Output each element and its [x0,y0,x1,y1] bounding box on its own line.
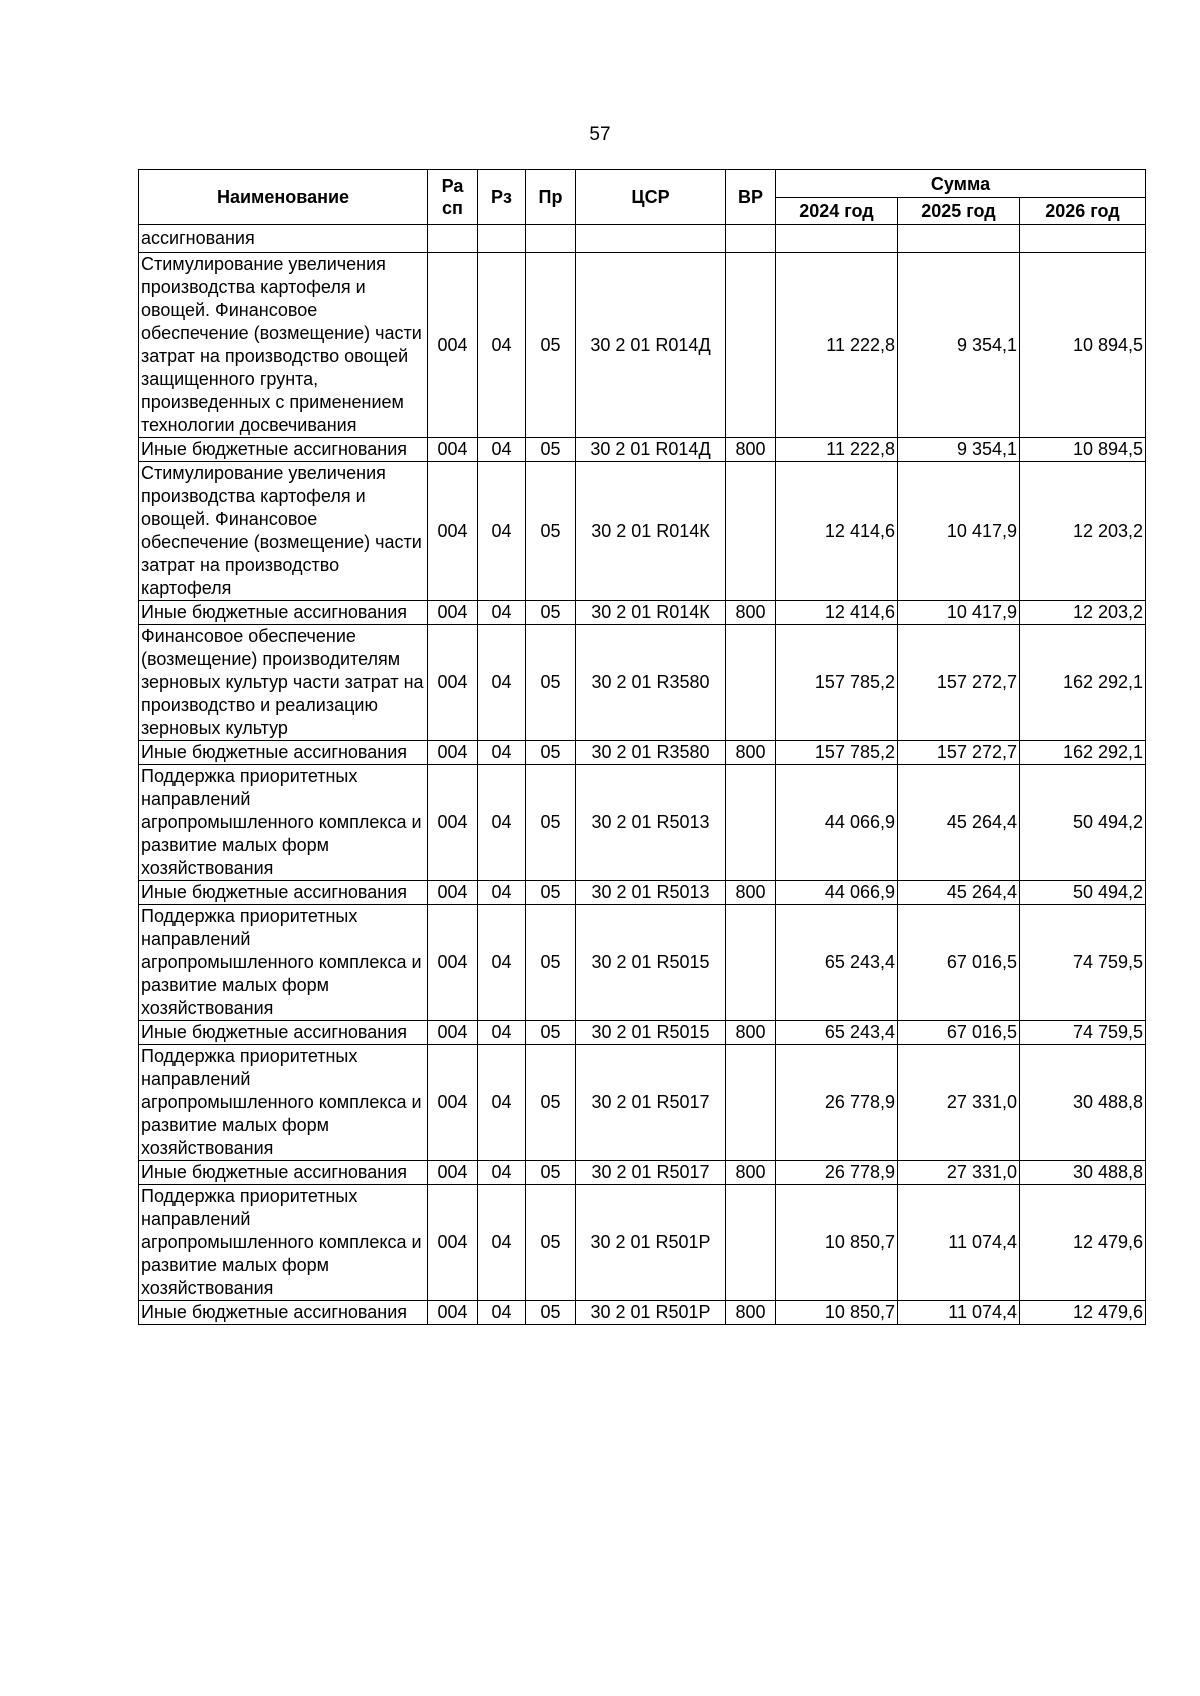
row-2024: 10 850,7 [776,1301,898,1325]
row-2024: 26 778,9 [776,1045,898,1161]
row-name: Иные бюджетные ассигнования [139,1161,428,1185]
row-pr: 05 [526,253,576,438]
row-csr: 30 2 01 R5015 [576,905,726,1021]
row-rz: 04 [478,1045,526,1161]
table-row [139,1021,1146,1045]
row-2025: 67 016,5 [898,905,1020,1021]
row-2025: 157 272,7 [898,625,1020,741]
row-2025: 9 354,1 [898,253,1020,438]
row-vr: 800 [726,601,776,625]
row-rasp: 004 [428,1301,478,1325]
row-rasp: 004 [428,253,478,438]
row-2025: 9 354,1 [898,438,1020,462]
table-row [139,1301,1146,1325]
row-rasp: 004 [428,1045,478,1161]
row-csr: 30 2 01 R3580 [576,741,726,765]
table-row [139,253,1146,438]
row-2024: 44 066,9 [776,765,898,881]
row-vr [726,225,776,253]
row-vr [726,905,776,1021]
row-rasp: 004 [428,881,478,905]
table-body [139,225,1146,1325]
table-row [139,601,1146,625]
row-pr: 05 [526,1045,576,1161]
row-vr: 800 [726,1161,776,1185]
row-vr: 800 [726,1301,776,1325]
row-csr: 30 2 01 R501Р [576,1185,726,1301]
row-vr: 800 [726,1021,776,1045]
header-csr: ЦСР [576,170,726,225]
row-2026: 10 894,5 [1020,253,1146,438]
row-rz: 04 [478,765,526,881]
table-row [139,462,1146,601]
row-2026: 12 479,6 [1020,1301,1146,1325]
row-name: Иные бюджетные ассигнования [139,601,428,625]
row-pr: 05 [526,1301,576,1325]
row-name: Стимулирование увеличения производства картофеля и овощей. Финансовое обеспечение (возмещение) части затрат на производство картофеля [139,462,428,601]
row-rz [478,225,526,253]
row-vr [726,1185,776,1301]
row-rz: 04 [478,1161,526,1185]
row-2026: 12 203,2 [1020,601,1146,625]
row-2024: 157 785,2 [776,741,898,765]
row-rz: 04 [478,905,526,1021]
row-vr [726,462,776,601]
row-vr: 800 [726,881,776,905]
row-csr: 30 2 01 R5013 [576,765,726,881]
row-vr: 800 [726,438,776,462]
row-name: Поддержка приоритетных направлений агропромышленного комплекса и развитие малых форм хозяйствования [139,1045,428,1161]
row-2026: 30 488,8 [1020,1161,1146,1185]
row-name: Поддержка приоритетных направлений агропромышленного комплекса и развитие малых форм хозяйствования [139,765,428,881]
row-2025 [898,225,1020,253]
continuation-row [139,225,1146,253]
table-row [139,438,1146,462]
row-rz: 04 [478,881,526,905]
row-2025: 27 331,0 [898,1161,1020,1185]
table-row [139,881,1146,905]
row-csr: 30 2 01 R5015 [576,1021,726,1045]
row-rasp: 004 [428,1021,478,1045]
header-name: Наименование [139,170,428,225]
row-rasp: 004 [428,765,478,881]
row-vr: 800 [726,741,776,765]
header-vr: ВР [726,170,776,225]
row-pr: 05 [526,881,576,905]
row-rz: 04 [478,253,526,438]
row-2024: 12 414,6 [776,601,898,625]
row-rasp: 004 [428,438,478,462]
row-name: Иные бюджетные ассигнования [139,741,428,765]
row-2026: 74 759,5 [1020,1021,1146,1045]
row-name: Стимулирование увеличения производства картофеля и овощей. Финансовое обеспечение (возмещение) части затрат на производство овощей защищенного грунта, произведенных с применением технологии досвечивания [139,253,428,438]
row-rasp: 004 [428,462,478,601]
row-2025: 45 264,4 [898,881,1020,905]
row-pr: 05 [526,1185,576,1301]
table-row [139,1045,1146,1161]
row-name: ассигнования [139,225,428,253]
row-2025: 67 016,5 [898,1021,1020,1045]
table-row [139,1185,1146,1301]
row-2025: 45 264,4 [898,765,1020,881]
row-2026: 30 488,8 [1020,1045,1146,1161]
table-row [139,765,1146,881]
row-pr: 05 [526,905,576,1021]
row-vr [726,1045,776,1161]
row-pr: 05 [526,765,576,881]
row-name: Финансовое обеспечение (возмещение) производителям зерновых культур части затрат на производство и реализацию зерновых культур [139,625,428,741]
header-rz: Рз [478,170,526,225]
row-2025: 10 417,9 [898,462,1020,601]
row-rz: 04 [478,1185,526,1301]
row-name: Иные бюджетные ассигнования [139,438,428,462]
row-2025: 10 417,9 [898,601,1020,625]
row-name: Поддержка приоритетных направлений агропромышленного комплекса и развитие малых форм хозяйствования [139,1185,428,1301]
row-rz: 04 [478,1301,526,1325]
row-rasp: 004 [428,1185,478,1301]
row-2024: 65 243,4 [776,905,898,1021]
header-year-2024: 2024 год [776,198,898,225]
header-rasp-line1: Ра [441,176,464,196]
row-csr: 30 2 01 R014К [576,601,726,625]
row-2024: 65 243,4 [776,1021,898,1045]
row-csr: 30 2 01 R501Р [576,1301,726,1325]
row-rasp: 004 [428,625,478,741]
row-2025: 157 272,7 [898,741,1020,765]
row-name: Поддержка приоритетных направлений агропромышленного комплекса и развитие малых форм хозяйствования [139,905,428,1021]
row-pr [526,225,576,253]
table-header [139,170,1146,225]
row-2025: 11 074,4 [898,1301,1020,1325]
row-csr [576,225,726,253]
row-2025: 11 074,4 [898,1185,1020,1301]
row-name: Иные бюджетные ассигнования [139,1021,428,1045]
row-2024 [776,225,898,253]
row-rz: 04 [478,741,526,765]
table-row [139,1161,1146,1185]
row-2024: 11 222,8 [776,438,898,462]
row-pr: 05 [526,741,576,765]
row-2026: 50 494,2 [1020,881,1146,905]
row-rasp: 004 [428,905,478,1021]
row-2024: 44 066,9 [776,881,898,905]
row-2026: 12 203,2 [1020,462,1146,601]
row-csr: 30 2 01 R3580 [576,625,726,741]
row-2026: 10 894,5 [1020,438,1146,462]
row-vr [726,765,776,881]
row-rasp: 004 [428,601,478,625]
header-sum: Сумма [776,170,1146,198]
row-vr [726,253,776,438]
row-2024: 10 850,7 [776,1185,898,1301]
header-rasp-line2: сп [442,198,463,218]
row-2025: 27 331,0 [898,1045,1020,1161]
header-year-2025: 2025 год [898,198,1020,225]
row-pr: 05 [526,1021,576,1045]
row-name: Иные бюджетные ассигнования [139,1301,428,1325]
row-2026 [1020,225,1146,253]
row-csr: 30 2 01 R5013 [576,881,726,905]
row-pr: 05 [526,1161,576,1185]
row-pr: 05 [526,462,576,601]
header-pr: Пр [526,170,576,225]
row-csr: 30 2 01 R5017 [576,1161,726,1185]
row-2026: 162 292,1 [1020,741,1146,765]
row-2024: 157 785,2 [776,625,898,741]
row-vr [726,625,776,741]
row-2024: 11 222,8 [776,253,898,438]
row-2026: 162 292,1 [1020,625,1146,741]
row-name: Иные бюджетные ассигнования [139,881,428,905]
row-2026: 12 479,6 [1020,1185,1146,1301]
row-rz: 04 [478,601,526,625]
row-rz: 04 [478,438,526,462]
row-csr: 30 2 01 R014Д [576,438,726,462]
row-csr: 30 2 01 R014Д [576,253,726,438]
row-rasp: 004 [428,741,478,765]
row-rz: 04 [478,462,526,601]
header-rasp [428,170,478,225]
row-pr: 05 [526,625,576,741]
table-row [139,905,1146,1021]
row-rasp [428,225,478,253]
table-row [139,625,1146,741]
row-2024: 12 414,6 [776,462,898,601]
row-csr: 30 2 01 R5017 [576,1045,726,1161]
row-2026: 50 494,2 [1020,765,1146,881]
header-year-2026: 2026 год [1020,198,1146,225]
row-2024: 26 778,9 [776,1161,898,1185]
row-rz: 04 [478,625,526,741]
budget-table [138,169,1146,1325]
row-rasp: 004 [428,1161,478,1185]
row-pr: 05 [526,601,576,625]
row-csr: 30 2 01 R014К [576,462,726,601]
row-pr: 05 [526,438,576,462]
page-number: 57 [589,124,611,145]
row-rz: 04 [478,1021,526,1045]
table-row [139,741,1146,765]
row-2026: 74 759,5 [1020,905,1146,1021]
